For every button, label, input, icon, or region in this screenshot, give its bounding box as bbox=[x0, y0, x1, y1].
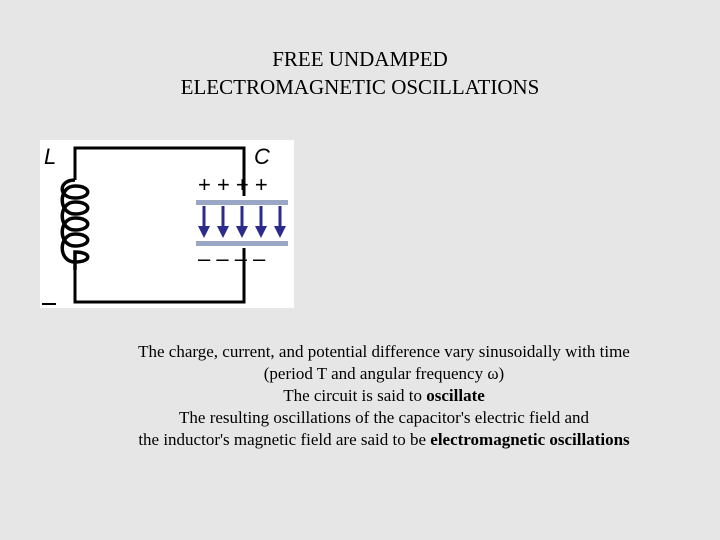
top-plate-charges: + + + + bbox=[198, 172, 268, 197]
bottom-plate bbox=[196, 241, 288, 246]
description-text bbox=[70, 341, 698, 451]
inductor-label: L bbox=[44, 144, 57, 169]
title-line-1: FREE UNDAMPED bbox=[272, 47, 448, 71]
electric-field-arrow-icon bbox=[198, 206, 210, 238]
electric-field-arrow-icon bbox=[236, 206, 248, 238]
line-5-text: the inductor's magnetic field are said to be bbox=[138, 430, 431, 449]
description-line-1: The charge, current, and potential difference vary sinusoidally with time bbox=[138, 342, 630, 361]
electric-field-arrow-icon bbox=[274, 206, 286, 238]
title-line-2: ELECTROMAGNETIC OSCILLATIONS bbox=[180, 75, 540, 99]
electric-field-arrows bbox=[198, 206, 286, 238]
inductor-coil-icon bbox=[62, 180, 88, 270]
description-line-4: The resulting oscillations of the capacitor's electric field and bbox=[179, 408, 589, 427]
lc-circuit-svg bbox=[40, 140, 294, 308]
electric-field-arrow-icon bbox=[255, 206, 267, 238]
lc-circuit-diagram bbox=[40, 140, 294, 308]
bottom-plate-charges: – – – – bbox=[198, 246, 266, 271]
em-oscillations-term: electromagnetic oscillations bbox=[430, 430, 630, 449]
oscillate-term: oscillate bbox=[426, 386, 485, 405]
description-line-5 bbox=[70, 429, 698, 451]
top-plate bbox=[196, 200, 288, 205]
capacitor-label: C bbox=[254, 144, 270, 169]
line-3-text: The circuit is said to bbox=[283, 386, 427, 405]
description-line-3 bbox=[70, 385, 698, 407]
slide-title bbox=[0, 45, 720, 101]
description-line-2: (period T and angular frequency ω) bbox=[263, 364, 505, 383]
electric-field-arrow-icon bbox=[217, 206, 229, 238]
